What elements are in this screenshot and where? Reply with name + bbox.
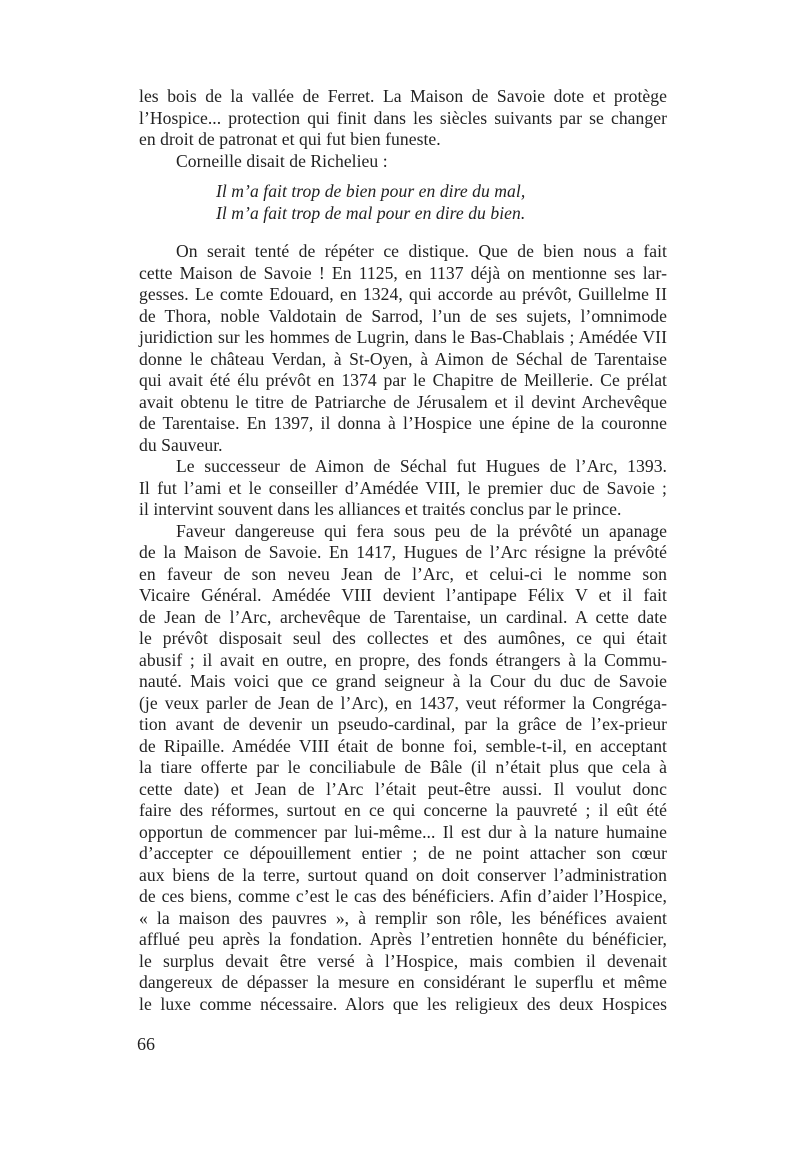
- text-line: du Sauveur.: [139, 434, 223, 455]
- text-line: donne le château Verdan, à St-Oyen, à Aimon de Séchal de Tarentaise: [139, 348, 667, 369]
- quote-distich: [139, 181, 667, 224]
- text-line: de Jean de l’Arc, archevêque de Tarentaise, un cardinal. A cette date: [139, 606, 667, 627]
- text-line: On serait tenté de répéter ce distique. Que de bien nous a fait: [176, 241, 667, 261]
- text-line: en droit de patronat et qui fut bien funeste.: [139, 129, 441, 149]
- text-line: de Ripaille. Amédée VIII était de bonne foi, semble-t-il, en acceptant: [139, 735, 667, 756]
- text-line: de Tarentaise. En 1397, il donna à l’Hospice une épine de la couronne: [139, 413, 667, 433]
- text-line: de la Maison de Savoie. En 1417, Hugues de l’Arc résigne la prévôté: [139, 542, 667, 562]
- text-line: « la maison des pauvres », à remplir son rôle, les bénéfices avaient: [139, 907, 667, 928]
- page-number: 66: [137, 1034, 155, 1054]
- text-line: dangereux de dépasser la mesure en considérant le superflu et même: [139, 972, 667, 992]
- text-line: d’accepter ce dépouillement entier ; de ne point attacher son cœur: [139, 843, 667, 863]
- text-line: cette Maison de Savoie ! En 1125, en 1137 déjà on mentionne ses lar-: [139, 262, 667, 283]
- intro-paragraph: [139, 86, 667, 151]
- text-line: nauté. Mais voici que ce grand seigneur à la Cour du duc de Savoie: [139, 671, 667, 691]
- text-line: aux biens de la terre, surtout quand on doit conserver l’administration: [139, 864, 667, 885]
- text-line: de Thora, noble Valdotain de Sarrod, l’un de ses sujets, l’omnimode: [139, 305, 667, 326]
- text-line: la tiare offerte par le conciliabule de Bâle (il n’était plus que cela à: [139, 757, 667, 777]
- text-line: abusif ; il avait en outre, en propre, des fonds étrangers à la Commu-: [139, 649, 667, 670]
- page-text: [139, 86, 667, 1015]
- text-line: faire des réformes, surtout en ce qui concerne la pauvreté ; il eût été: [139, 800, 667, 820]
- paragraph-faveur: [139, 521, 667, 1016]
- text-line: qui avait été élu prévôt en 1374 par le Chapitre de Meillerie. Ce prélat: [139, 370, 667, 390]
- text-line: avait obtenu le titre de Patriarche de Jérusalem et il devint Archevêque: [139, 391, 667, 412]
- text-line: afflué peu après la fondation. Après l’entretien honnête du bénéficier,: [139, 929, 667, 949]
- text-line: (je veux parler de Jean de l’Arc), en 1437, veut réformer la Congréga-: [139, 692, 667, 713]
- text-line: Il fut l’ami et le conseiller d’Amédée VIII, le premier duc de Savoie ;: [139, 477, 667, 498]
- paragraph-hugues: [139, 456, 667, 521]
- text-line: tion avant de devenir un pseudo-cardinal, par la grâce de l’ex-prieur: [139, 714, 667, 734]
- quote-intro: Corneille disait de Richelieu :: [176, 150, 388, 171]
- text-line: Le successeur de Aimon de Séchal fut Hugues de l’Arc, 1393.: [176, 456, 667, 476]
- text-line: le luxe comme nécessaire. Alors que les religieux des deux Hospices: [139, 993, 667, 1014]
- text-line: en faveur de son neveu Jean de l’Arc, et celui-ci le nomme son: [139, 563, 667, 584]
- text-line: les bois de la vallée de Ferret. La Maison de Savoie dote et protège: [139, 86, 667, 106]
- text-line: juridiction sur les hommes de Lugrin, dans le Bas-Chablais ; Amédée VII: [139, 327, 667, 347]
- text-line: Faveur dangereuse qui fera sous peu de la prévôté un apanage: [176, 520, 667, 541]
- text-line: le prévôt disposait seul des collectes et des aumônes, ce qui était: [139, 628, 667, 648]
- text-line: Vicaire Général. Amédée VIII devient l’antipape Félix V et il fait: [139, 585, 667, 605]
- quote-line: Il m’a fait trop de mal pour en dire du bien.: [216, 202, 526, 223]
- text-line: l’Hospice... protection qui finit dans les siècles suivants par se changer: [139, 107, 667, 128]
- text-line: le surplus devait être versé à l’Hospice, mais combien il devenait: [139, 950, 667, 971]
- text-line: il intervint souvent dans les alliances et traités conclus par le prince.: [139, 499, 622, 519]
- text-line: opportun de commencer par lui-même... Il est dur à la nature humaine: [139, 821, 667, 842]
- text-line: de ces biens, comme c’est le cas des bénéficiers. Afin d’aider l’Hospice,: [139, 886, 667, 906]
- text-line: gesses. Le comte Edouard, en 1324, qui accorde au prévôt, Guillelme II: [139, 284, 667, 304]
- text-line: cette date) et Jean de l’Arc l’était peut-être aussi. Il voulut donc: [139, 778, 667, 799]
- quote-line: Il m’a fait trop de bien pour en dire du mal,: [216, 181, 526, 201]
- paragraph-savoie: [139, 241, 667, 456]
